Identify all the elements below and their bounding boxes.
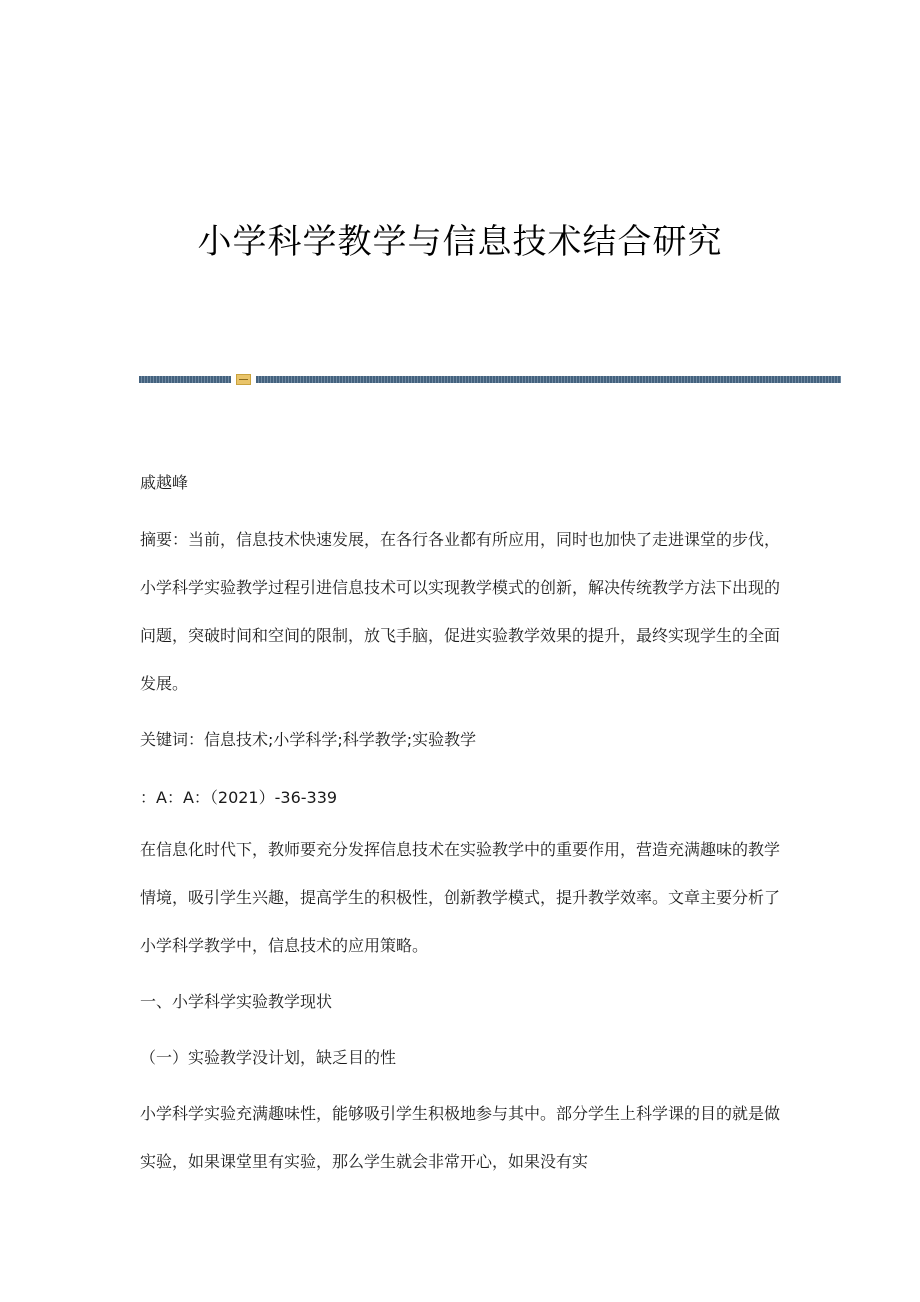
document-title: 小学科学教学与信息技术结合研究	[197, 222, 723, 262]
divider-ornament-icon	[236, 374, 251, 385]
keywords-line: 关键词：信息技术;小学科学;科学教学;实验教学	[140, 730, 477, 749]
intro-paragraph: 在信息化时代下，教师要充分发挥信息技术在实验教学中的重要作用，营造充满趣味的教学情境，吸引学生兴趣，提高学生的积极性，创新教学模式，提升教学效率。文章主要分析了小学科学教学中，信息技术的应用策略。	[140, 840, 781, 955]
subsection-heading: （一）实验教学没计划，缺乏目的性	[140, 1048, 397, 1067]
divider-bar-left	[139, 376, 231, 383]
classification-line: ：A：A：（2021）-36-339	[140, 788, 338, 807]
section-heading: 一、小学科学实验教学现状	[140, 992, 333, 1011]
abstract-paragraph: 摘要：当前，信息技术快速发展，在各行各业都有所应用，同时也加快了走进课堂的步伐，小学科学实验教学过程引进信息技术可以实现教学模式的创新，解决传统教学方法下出现的问题，突破时间和空间的限制，放飞手脑，促进实验教学效果的提升，最终实现学生的全面发展。	[140, 530, 781, 693]
title-divider	[139, 374, 841, 385]
body-paragraph: 小学科学实验充满趣味性，能够吸引学生积极地参与其中。部分学生上科学课的目的就是做实验，如果课堂里有实验，那么学生就会非常开心，如果没有实	[140, 1104, 781, 1171]
author-name: 戚越峰	[140, 473, 189, 492]
divider-bar-right	[256, 376, 841, 383]
